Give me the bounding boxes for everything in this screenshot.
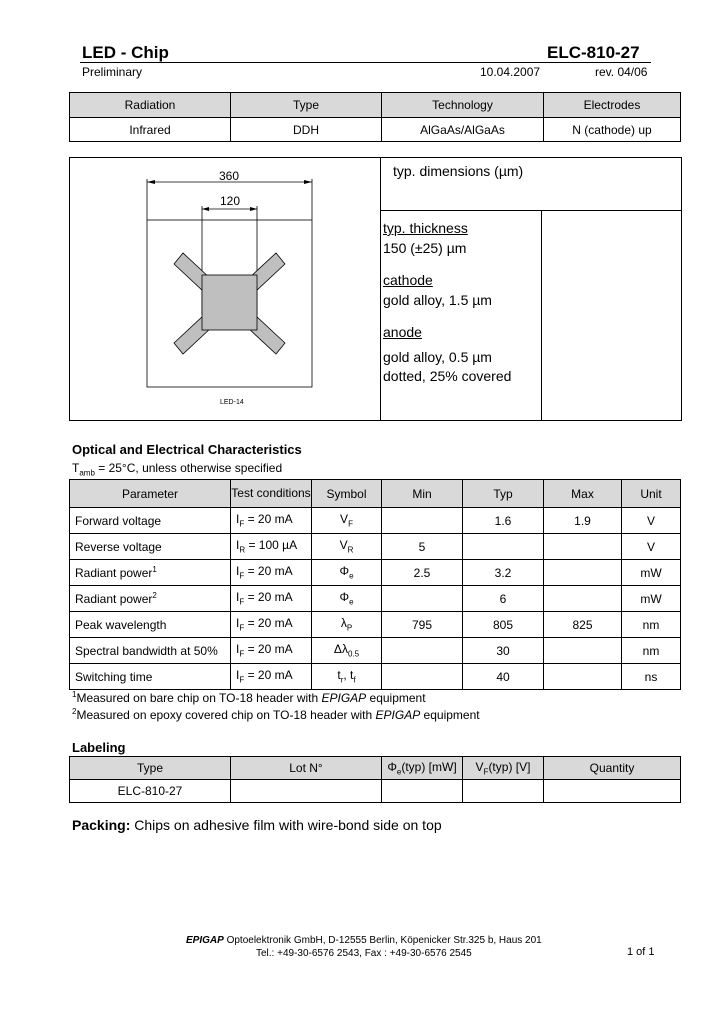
footnote-2: $^2$Measured on epoxy covered chip on TO-18 header with EPIGAP equipment <box>72 707 480 722</box>
optical-heading: Optical and Electrical Characteristics <box>72 442 302 457</box>
summary-header-technology: Technology <box>382 93 544 118</box>
optical-condition: $I_F = 20$ mA <box>231 508 312 534</box>
optical-symbol: $t_r$, $t_f$ <box>312 664 382 690</box>
optical-max <box>544 586 622 612</box>
anode-value-1: gold alloy, 0.5 µm <box>383 349 492 365</box>
optical-param: Reverse voltage <box>70 534 231 560</box>
optical-symbol: $V_F$ <box>312 508 382 534</box>
optical-row <box>70 664 681 690</box>
labeling-heading: Labeling <box>72 740 126 755</box>
optical-min: 2.5 <box>382 560 463 586</box>
optical-symbol: $\lambda_P$ <box>312 612 382 638</box>
packing-line <box>72 817 442 833</box>
optical-min: 795 <box>382 612 463 638</box>
optical-row <box>70 508 681 534</box>
optical-max <box>544 534 622 560</box>
labeling-type-value: ELC-810-27 <box>70 780 231 803</box>
optical-typ: 30 <box>463 638 544 664</box>
optical-row <box>70 560 681 586</box>
optical-condition: $T_{amb} = 25^\circ C$, unless otherwise specified <box>72 461 283 478</box>
labeling-header-quantity: Quantity <box>544 757 681 780</box>
optical-typ: 1.6 <box>463 508 544 534</box>
cathode-value: gold alloy, 1.5 µm <box>383 292 492 308</box>
optical-max: 1.9 <box>544 508 622 534</box>
optical-param: Peak wavelength <box>70 612 231 638</box>
optical-typ: 805 <box>463 612 544 638</box>
summary-radiation: Infrared <box>70 118 231 142</box>
optical-header-min: Min <box>382 480 463 508</box>
labeling-voltage-value <box>463 780 544 803</box>
optical-typ: 3.2 <box>463 560 544 586</box>
optical-row <box>70 586 681 612</box>
optical-min <box>382 664 463 690</box>
optical-max <box>544 638 622 664</box>
summary-header-type: Type <box>231 93 382 118</box>
optical-condition: $I_F = 20$ mA <box>231 664 312 690</box>
optical-condition: $I_R = 100$ µA <box>231 534 312 560</box>
revision-label: rev. 04/06 <box>595 65 648 79</box>
optical-min <box>382 638 463 664</box>
status-label: Preliminary <box>82 65 143 79</box>
optical-typ <box>463 534 544 560</box>
labeling-header-lot: Lot N° <box>231 757 382 780</box>
optical-row <box>70 612 681 638</box>
document-title: LED - Chip <box>82 43 169 62</box>
optical-condition: $I_F = 20$ mA <box>231 638 312 664</box>
optical-param: Forward voltage <box>70 508 231 534</box>
optical-condition: $I_F = 20$ mA <box>231 612 312 638</box>
optical-header-symbol: Symbol <box>312 480 382 508</box>
optical-unit: nm <box>622 612 681 638</box>
footnote-1: $^1$Measured on bare chip on TO-18 header with EPIGAP equipment <box>72 690 426 705</box>
optical-table <box>69 479 681 690</box>
date-label: 10.04.2007 <box>480 65 541 79</box>
optical-header-conditions: Test conditions <box>231 480 312 508</box>
labeling-header-power: $\Phi_e(typ)$ [mW] <box>382 757 463 780</box>
footer-address: EPIGAP Optoelektronik GmbH, D-12555 Berlin, Köpenicker Str.325 b, Haus 201 <box>186 935 542 946</box>
labeling-header-voltage: $V_F(typ)$ [V] <box>463 757 544 780</box>
packing-label: Packing: <box>72 817 131 833</box>
optical-header-max: Max <box>544 480 622 508</box>
optical-unit: nm <box>622 638 681 664</box>
summary-technology: AlGaAs/AlGaAs <box>382 118 544 142</box>
optical-max: 825 <box>544 612 622 638</box>
optical-unit: V <box>622 534 681 560</box>
part-number-title: ELC-810-27 <box>547 43 640 62</box>
labeling-table <box>69 756 681 803</box>
optical-header-unit: Unit <box>622 480 681 508</box>
header-rule <box>80 62 651 63</box>
anode-value-2: dotted, 25% covered <box>383 368 512 384</box>
optical-unit: ns <box>622 664 681 690</box>
dimension-outer-label: 360 <box>219 169 240 183</box>
drawing-id-label: LED-14 <box>220 399 244 406</box>
dimension-box-divider <box>380 158 381 420</box>
optical-min <box>382 586 463 612</box>
labeling-power-value <box>382 780 463 803</box>
optical-symbol: $\Phi_e$ <box>312 560 382 586</box>
anode-label: anode <box>383 324 422 340</box>
dimension-box-rule <box>380 210 681 211</box>
optical-symbol: $\Delta\lambda_{0.5}$ <box>312 638 382 664</box>
optical-unit: V <box>622 508 681 534</box>
summary-electrodes: N (cathode) up <box>544 118 681 142</box>
summary-type: DDH <box>231 118 382 142</box>
summary-header-radiation: Radiation <box>70 93 231 118</box>
footer-contact: Tel.: +49-30-6576 2543, Fax : +49-30-6576 2545 <box>256 948 472 959</box>
optical-symbol: $\Phi_e$ <box>312 586 382 612</box>
optical-param: Radiant power$^2$ <box>70 586 231 612</box>
labeling-quantity-value <box>544 780 681 803</box>
optical-row <box>70 638 681 664</box>
optical-param: Spectral bandwidth at 50% <box>70 638 231 664</box>
optical-unit: mW <box>622 560 681 586</box>
optical-condition: $I_F = 20$ mA <box>231 560 312 586</box>
thickness-label: typ. thickness <box>383 220 468 236</box>
dimensions-heading: typ. dimensions (µm) <box>393 163 524 179</box>
dimension-inner-label: 120 <box>220 194 241 208</box>
summary-header-electrodes: Electrodes <box>544 93 681 118</box>
summary-table <box>69 92 681 142</box>
optical-condition: $I_F = 20$ mA <box>231 586 312 612</box>
labeling-header-type: Type <box>70 757 231 780</box>
optical-header-typ: Typ <box>463 480 544 508</box>
optical-header-parameter: Parameter <box>70 480 231 508</box>
optical-max <box>544 664 622 690</box>
dimension-box-divider-2 <box>541 210 542 420</box>
optical-row <box>70 534 681 560</box>
thickness-value: 150 (±25) µm <box>383 240 467 256</box>
optical-param: Switching time <box>70 664 231 690</box>
optical-typ: 40 <box>463 664 544 690</box>
optical-min <box>382 508 463 534</box>
optical-symbol: $V_R$ <box>312 534 382 560</box>
packing-text: Chips on adhesive film with wire-bond side on top <box>134 817 442 833</box>
optical-max <box>544 560 622 586</box>
optical-unit: mW <box>622 586 681 612</box>
optical-param: Radiant power$^1$ <box>70 560 231 586</box>
optical-typ: 6 <box>463 586 544 612</box>
cathode-label: cathode <box>383 272 433 288</box>
optical-min: 5 <box>382 534 463 560</box>
page-number: 1 of 1 <box>627 946 655 958</box>
labeling-lot-value <box>231 780 382 803</box>
